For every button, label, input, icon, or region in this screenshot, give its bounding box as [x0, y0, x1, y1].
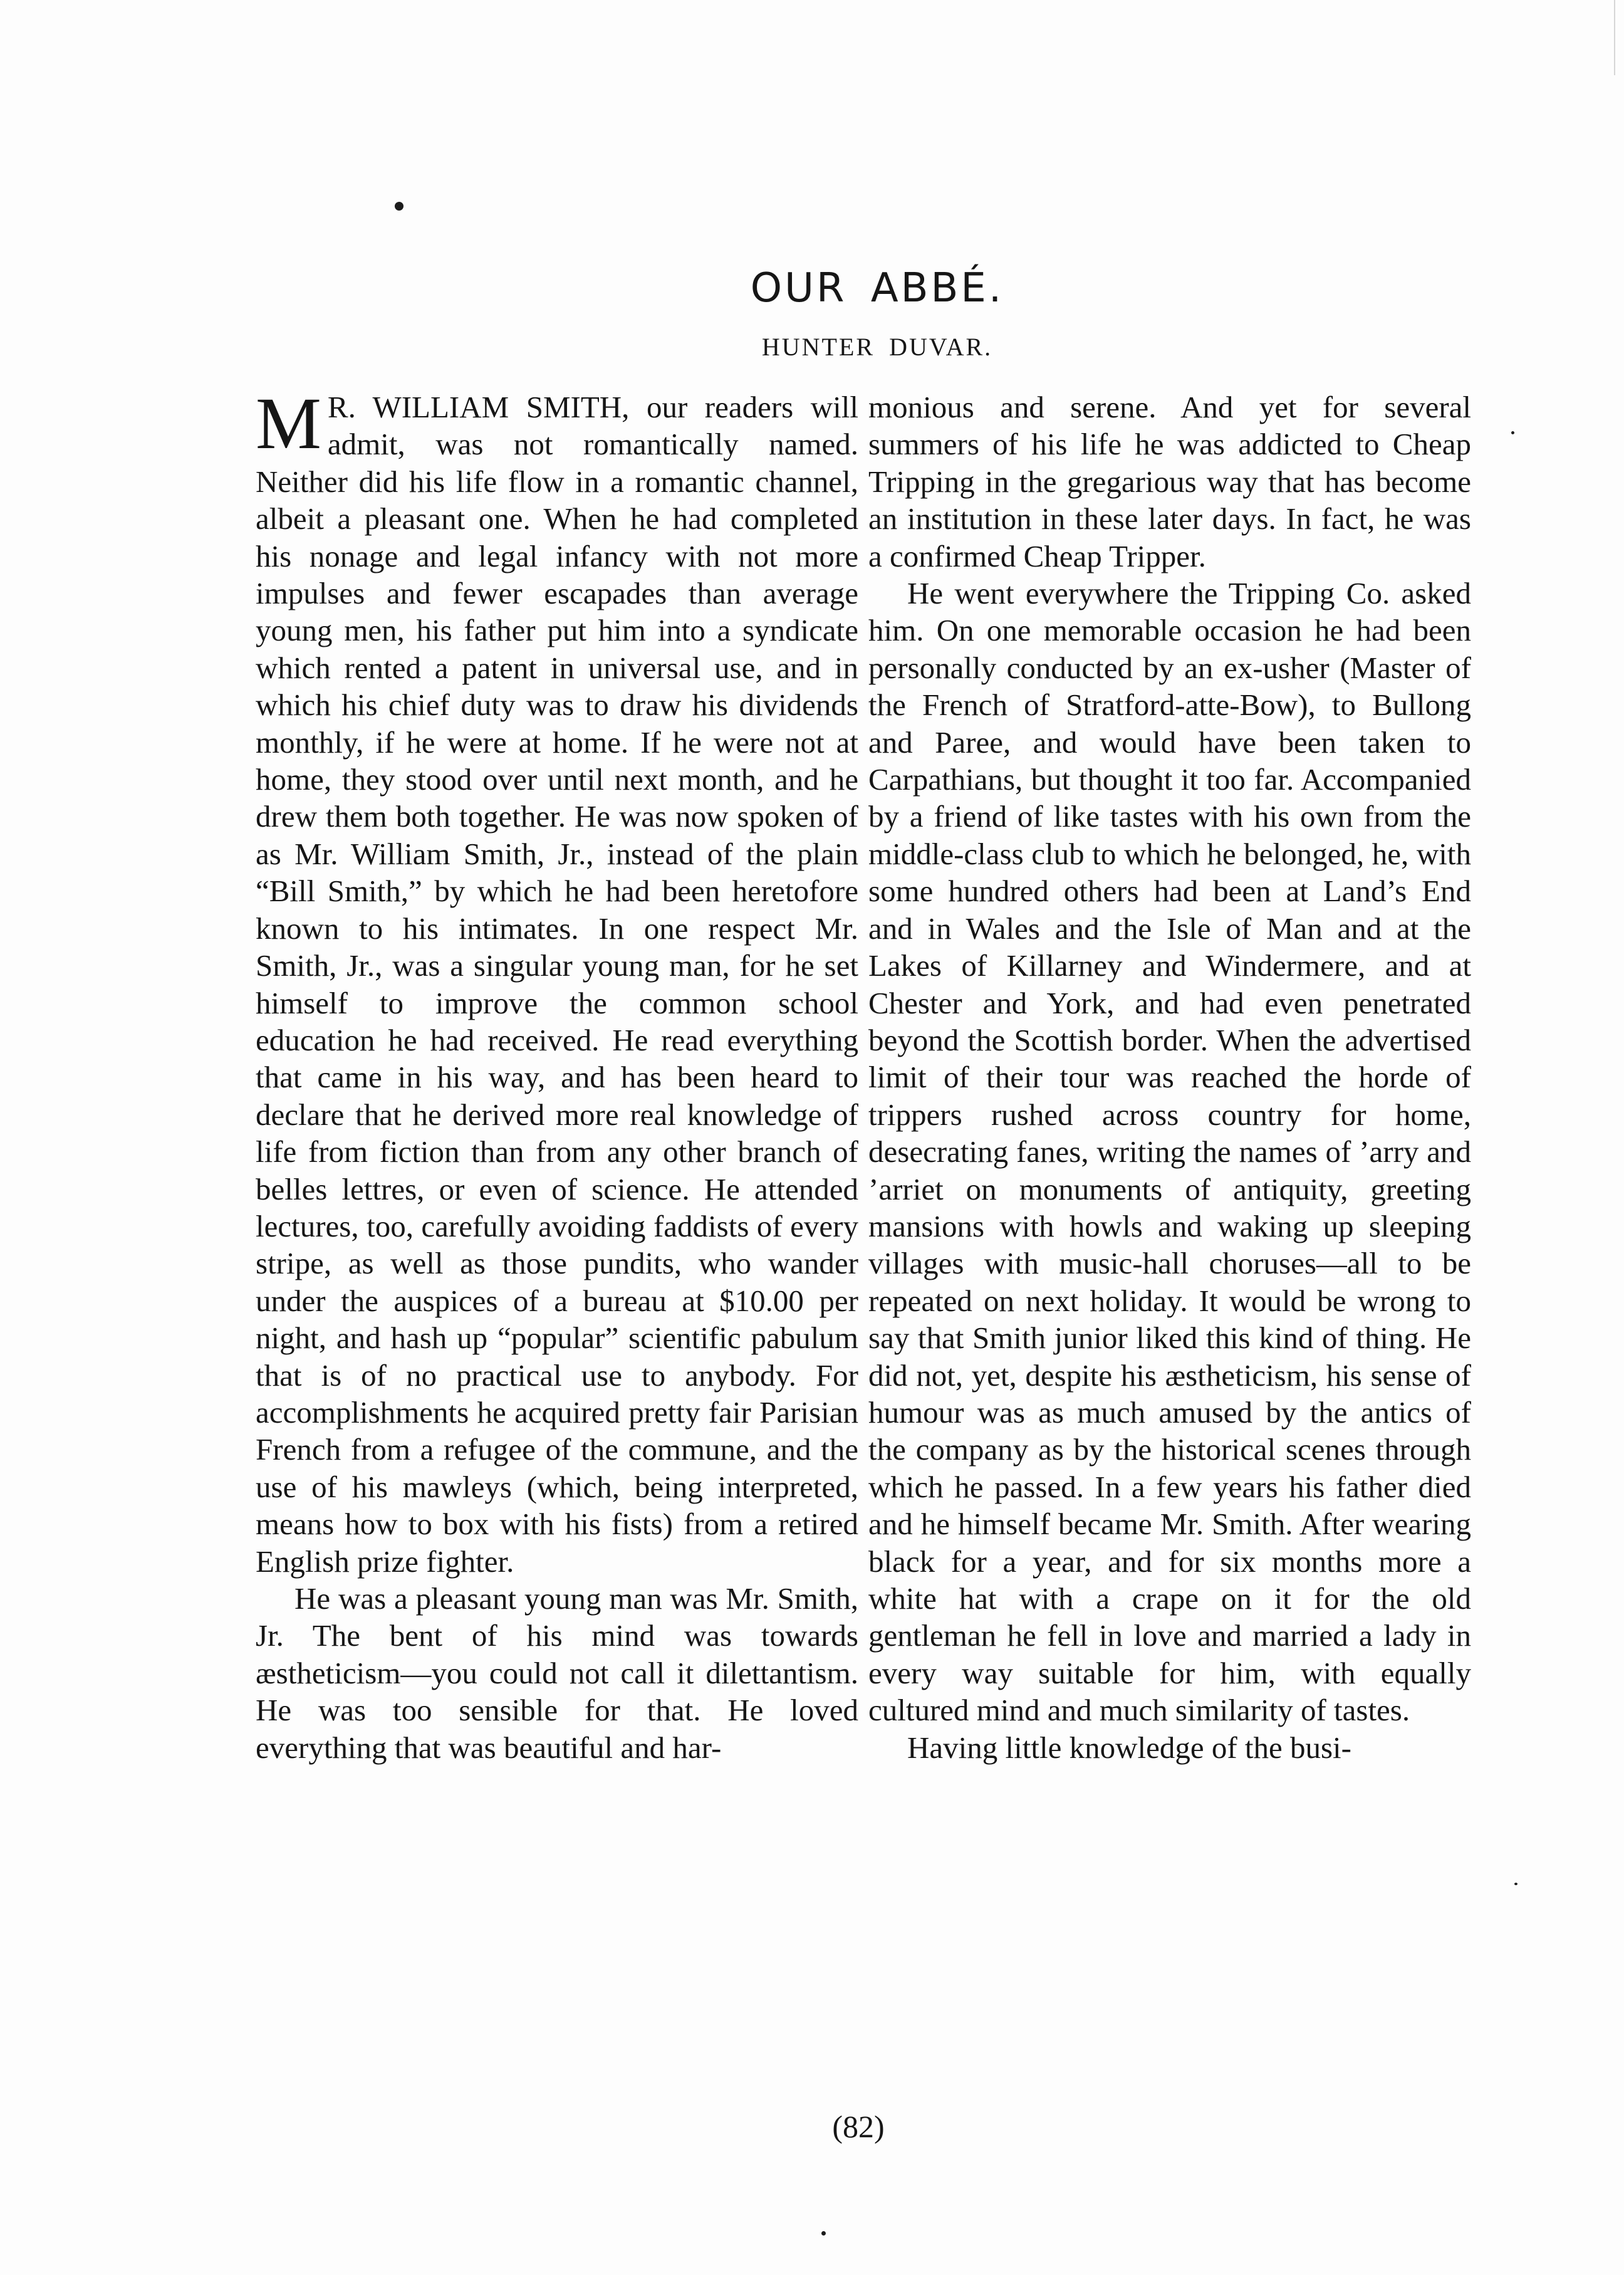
drop-cap: M	[256, 382, 321, 464]
page-number: (82)	[832, 2109, 885, 2144]
ink-speck	[1511, 431, 1514, 434]
paragraph: Having little knowledge of the busi-	[907, 1730, 1351, 1765]
article-title: OUR ABBÉ.	[750, 264, 1004, 311]
ink-speck	[395, 202, 403, 211]
paragraph	[256, 382, 858, 1580]
paragraph: He was a pleasant young man was Mr. Smith, Jr. The bent of his mind was towards æstheticism—you could not call it dilettantism. He was too sensible for that. He loved everything that was beautiful and har-	[256, 1581, 858, 1765]
ink-speck	[1514, 1883, 1517, 1885]
paragraph: He went everywhere the Tripping Co. asked him. On one memorable occasion he had been personally conducted by an ex-usher (Master of the French of Stratford-atte-Bow), to Bullong and Paree, and would have been taken to Carpathians, but thought it too far. Accompanied by a friend of like tastes with his own from the middle-class club to which he belonged, he, with some hundred others had been at Land’s End and in Wales and the Isle of Man and at the Lakes of Killarney and Windermere, and at Chester and York, and had even penetrated beyond the Scottish border. When the advertised limit of their tour was reached the horde of trippers rushed across country for home, desecrating fanes, writing the names of ’arry and ’arriet on monuments of antiquity, greeting mansions with howls and waking up sleeping villages with music-hall choruses—all to be repeated on next holiday. It would be wrong to say that Smith junior liked this kind of thing. He did not, yet, despite his æstheticism, his sense of humour was as much amused by the antics of the company as by the historical scenes through which he passed. In a few years his father died and he himself became Mr. Smith. After wearing black for a year, and for six months more a white hat with a crape on it for the old gentleman he fell in love and married a lady in every way suitable for him, with equally cultured mind and much similarity of tastes.	[868, 576, 1471, 1728]
paragraph: monious and serene. And yet for several summers of his life he was addicted to Cheap Tripping in the gregarious way that has become an institution in these later days. In fact, he was a confirmed Cheap Tripper.	[868, 390, 1471, 573]
paragraph-text: R. WILLIAM SMITH, our readers will admit, was not romantically named. Neither did his life flow in a romantic channel, albeit a pleasant one. When he had completed his nonage and legal infancy with not more impulses and fewer escapades than average young men, his father put him into a syndicate which rented a patent in universal use, and in which his chief duty was to draw his dividends monthly, if he were at home. If he were not at home, they stood over until next month, and he drew them both together. He was now spoken of as Mr. William Smith, Jr., instead of the plain “Bill Smith,” by which he had been heretofore known to his intimates. In one respect Mr. Smith, Jr., was a singular young man, for he set himself to improve the common school education he had received. He read everything that came in his way, and has been heard to declare that he derived more real knowledge of life from fiction than from any other branch of belles lettres, or even of science. He attended lectures, too, carefully avoiding faddists of every stripe, as well as those pundits, who wander under the auspices of a bureau at $10.00 per night, and hash up “popular” scientific pabulum that is of no practical use to anybody. For accomplishments he acquired pretty fair Parisian French from a refugee of the commune, and the use of his mawleys (which, being interpreted, means how to box with his fists) from a retired English prize fighter.	[256, 390, 858, 1579]
text-column-left	[256, 382, 858, 1766]
text-column-right	[868, 389, 1471, 1766]
article-author: HUNTER DUVAR.	[761, 333, 993, 361]
ink-speck	[821, 2231, 826, 2236]
page-edge-mark	[1614, 0, 1615, 75]
